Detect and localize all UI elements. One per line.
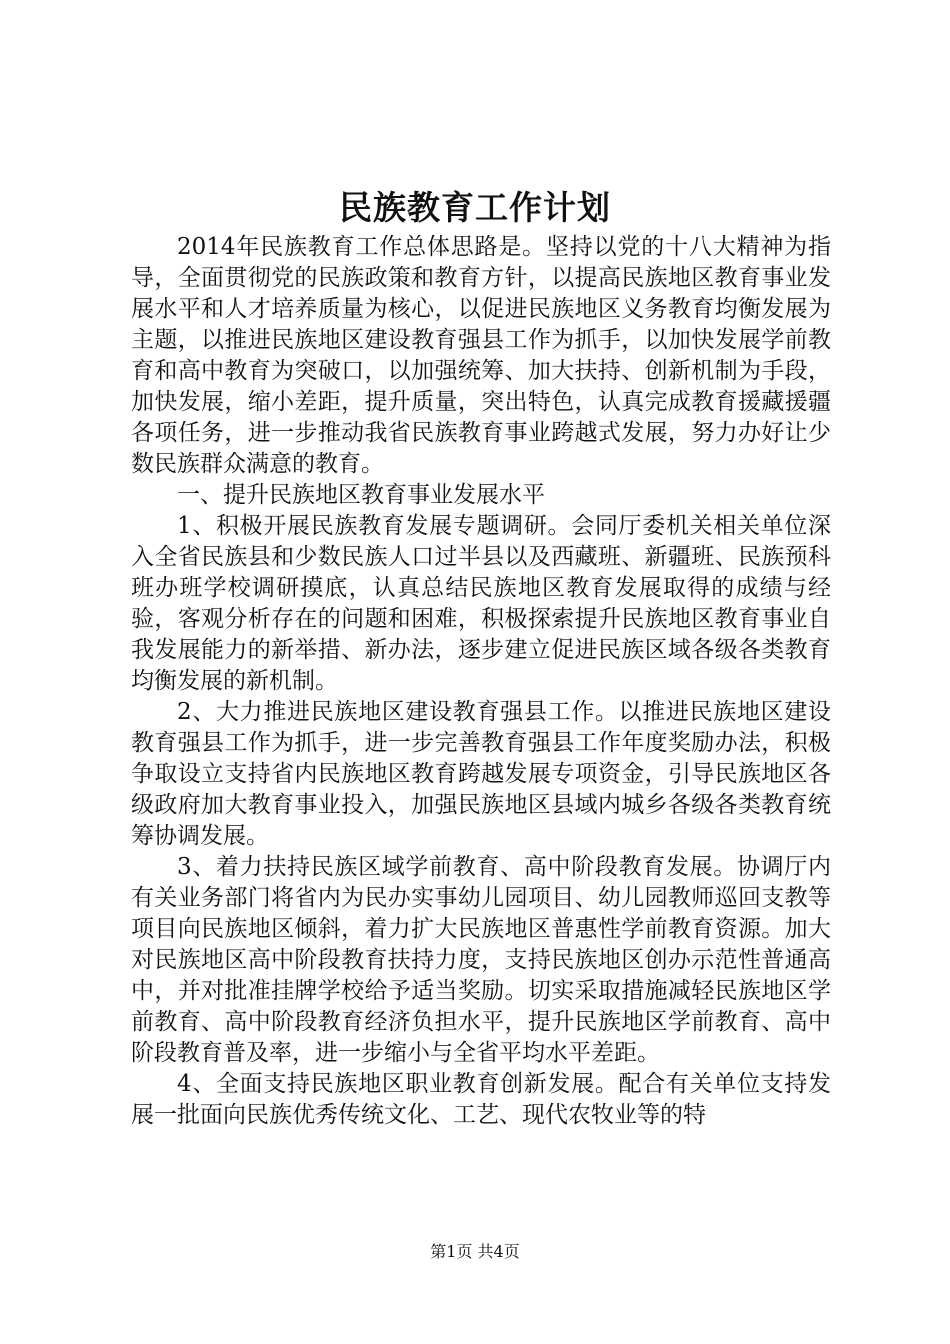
paragraph-item-4: 4、全面支持民族地区职业教育创新发展。配合有关单位支持发展一批面向民族优秀传统文化、工艺、现代农牧业等的特 <box>131 1071 831 1128</box>
document-title: 民族教育工作计划 <box>339 188 611 227</box>
page-number-footer: 第1页 共4页 <box>430 1242 520 1261</box>
paragraph-item-1: 1、积极开展民族教育发展专题调研。会同厅委机关相关单位深入全省民族县和少数民族人口过半县以及西藏班、新疆班、民族预科班办班学校调研摸底，认真总结民族地区教育发展取得的成绩与经验，客观分析存在的问题和困难，积极探索提升民族地区教育事业自我发展能力的新举措、新办法，逐步建立促进民族区域各级各类教育均衡发展的新机制。 <box>131 513 831 694</box>
paragraph-overview: 2014年民族教育工作总体思路是。坚持以党的十八大精神为指导，全面贯彻党的民族政策和教育方针，以提高民族地区教育事业发展水平和人才培养质量为核心，以促进民族地区义务教育均衡发展为主题，以推进民族地区建设教育强县工作为抓手，以加快发展学前教育和高中教育为突破口，以加强统筹、加大扶持、创新机制为手段，加快发展，缩小差距，提升质量，突出特色，认真完成教育援藏援疆各项任务，进一步推动我省民族教育事业跨越式发展，努力办好让少数民族群众满意的教育。 <box>131 234 831 477</box>
document-body <box>131 232 831 1131</box>
paragraph-item-3: 3、着力扶持民族区域学前教育、高中阶段教育发展。协调厅内有关业务部门将省内为民办实事幼儿园项目、幼儿园教师巡回支教等项目向民族地区倾斜，着力扩大民族地区普惠性学前教育资源。加大对民族地区高中阶段教育扶持力度，支持民族地区创办示范性普通高中，并对批准挂牌学校给予适当奖励。切实采取措施减轻民族地区学前教育、高中阶段教育经济负担水平，提升民族地区学前教育、高中阶段教育普及率，进一步缩小与全省平均水平差距。 <box>131 854 831 1066</box>
paragraph-item-2: 2、大力推进民族地区建设教育强县工作。以推进民族地区建设教育强县工作为抓手，进一步完善教育强县工作年度奖励办法，积极争取设立支持省内民族地区教育跨越发展专项资金，引导民族地区各级政府加大教育事业投入，加强民族地区县域内城乡各级各类教育统筹协调发展。 <box>131 699 831 849</box>
section-heading: 一、提升民族地区教育事业发展水平 <box>177 482 545 508</box>
